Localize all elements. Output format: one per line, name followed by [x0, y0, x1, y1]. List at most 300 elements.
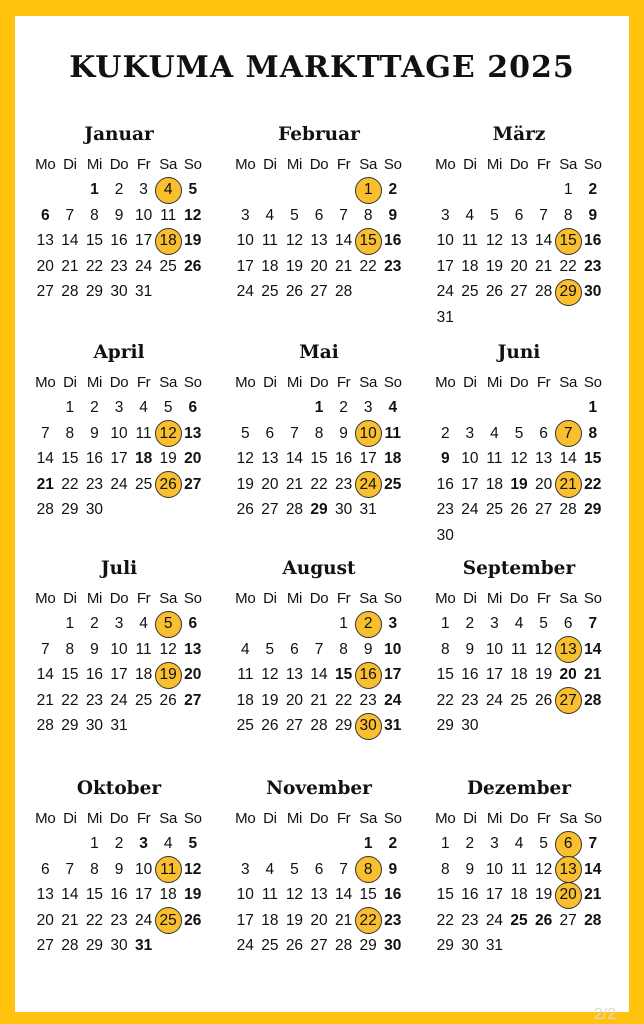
day-cell: 21 — [61, 257, 79, 275]
day-cell: 30 — [384, 937, 402, 955]
market-day: 15 — [556, 232, 581, 250]
day-cell: 8 — [90, 860, 99, 878]
day-cell: 20 — [285, 691, 304, 709]
weekday-header — [233, 586, 405, 612]
page-title: KUKUMA MARKTTAGE 2025 — [69, 50, 575, 85]
day-cell: 22 — [310, 475, 328, 493]
day-cell: 21 — [310, 691, 328, 709]
weekday-label: Di — [63, 156, 77, 174]
day-cell: 14 — [310, 666, 328, 684]
day-cell: 30 — [461, 937, 479, 955]
weekday-label: Sa — [559, 156, 578, 174]
day-cell: 28 — [310, 717, 328, 735]
weekday-label: Mi — [86, 374, 103, 392]
weekday-label: Do — [509, 156, 529, 174]
day-cell: 11 — [135, 424, 152, 442]
day-cell: 30 — [584, 283, 602, 301]
weekday-label: So — [583, 374, 602, 392]
month-name: September — [462, 558, 576, 579]
day-cell: 19 — [534, 886, 553, 904]
week-row — [433, 908, 605, 934]
day-cell: 13 — [310, 232, 328, 250]
day-cell: 21 — [584, 666, 602, 684]
day-cell: 25 — [510, 911, 528, 929]
day-cell: 5 — [490, 206, 499, 224]
day-cell: 22 — [61, 475, 79, 493]
month-name: Oktober — [76, 778, 162, 799]
weekday-label: Mo — [35, 374, 56, 392]
week-row — [433, 254, 605, 280]
weekday-label: Di — [263, 374, 277, 392]
day-cell: 23 — [85, 475, 104, 493]
weekday-label: Sa — [359, 156, 378, 174]
day-cell: 18 — [261, 257, 279, 275]
week-row — [233, 178, 405, 204]
day-cell: 24 — [485, 691, 504, 709]
day-cell: 19 — [236, 475, 254, 493]
day-cell: 7 — [539, 206, 548, 224]
day-cell: 16 — [85, 450, 104, 468]
day-cell: 26 — [159, 691, 177, 709]
day-cell: 17 — [110, 450, 128, 468]
day-cell: 3 — [114, 615, 124, 633]
day-cell: 11 — [486, 450, 503, 468]
month-mai — [233, 340, 405, 523]
month-april — [33, 340, 205, 523]
day-cell: 30 — [461, 717, 479, 735]
day-cell: 16 — [110, 232, 128, 250]
day-cell: 22 — [334, 691, 353, 709]
weekday-label: Di — [63, 374, 77, 392]
week-row — [33, 447, 205, 473]
weekday-label: Mo — [235, 590, 256, 608]
day-cell: 2 — [440, 424, 450, 442]
day-cell: 8 — [314, 424, 324, 442]
day-cell: 27 — [261, 501, 279, 519]
market-day: 8 — [356, 861, 381, 879]
weekday-label: Fr — [136, 590, 151, 608]
day-cell: 27 — [559, 911, 577, 929]
day-cell: 15 — [334, 666, 353, 684]
weekday-label: Mo — [435, 810, 456, 828]
day-cell: 3 — [240, 860, 250, 878]
day-cell: 11 — [461, 232, 478, 250]
day-cell: 9 — [588, 206, 598, 224]
market-day: 25 — [156, 912, 181, 930]
day-cell: 9 — [465, 860, 475, 878]
day-cell: 27 — [310, 937, 328, 955]
day-cell: 2 — [90, 399, 99, 417]
day-cell: 11 — [510, 640, 528, 658]
week-row — [433, 280, 605, 306]
day-cell: 24 — [485, 911, 504, 929]
weekday-label: Do — [509, 810, 529, 828]
day-cell: 7 — [588, 615, 598, 633]
weekday-label: Mi — [286, 156, 303, 174]
weekday-label: Di — [463, 374, 477, 392]
day-cell: 31 — [134, 283, 153, 301]
weekday-label: Do — [309, 156, 329, 174]
day-cell: 18 — [236, 691, 254, 709]
month-november — [233, 776, 405, 959]
day-cell: 28 — [584, 911, 602, 929]
day-cell: 23 — [85, 691, 104, 709]
day-cell: 25 — [236, 717, 254, 735]
week-row — [33, 178, 205, 204]
month-august — [233, 556, 405, 739]
day-cell: 17 — [134, 232, 153, 250]
day-cell: 23 — [436, 501, 454, 519]
day-cell: 1 — [440, 835, 450, 853]
day-cell: 17 — [110, 666, 128, 684]
day-cell: 5 — [240, 424, 250, 442]
market-day: 10 — [356, 425, 381, 443]
weekday-label: Do — [109, 156, 129, 174]
week-row — [33, 254, 205, 280]
day-cell: 3 — [363, 399, 373, 417]
weekday-label: Mo — [235, 156, 256, 174]
weekday-label: So — [183, 374, 202, 392]
day-cell: 13 — [36, 232, 54, 250]
day-cell: 16 — [461, 886, 479, 904]
weekday-label: Fr — [336, 590, 351, 608]
week-row — [433, 832, 605, 858]
day-cell: 5 — [163, 399, 173, 417]
weekday-header — [433, 370, 605, 396]
day-cell: 11 — [160, 206, 177, 224]
page-indicator: 2/2 — [593, 1006, 616, 1023]
day-cell: 12 — [534, 860, 553, 878]
day-cell: 22 — [61, 691, 79, 709]
day-cell: 14 — [36, 450, 54, 468]
day-cell: 20 — [534, 475, 553, 493]
day-cell: 11 — [384, 424, 401, 442]
weekday-header — [233, 370, 405, 396]
day-cell: 28 — [36, 501, 54, 519]
day-cell: 27 — [184, 691, 202, 709]
week-row — [233, 203, 405, 229]
day-cell: 23 — [461, 911, 479, 929]
day-cell: 6 — [40, 206, 50, 224]
day-cell: 12 — [285, 886, 304, 904]
day-cell: 26 — [534, 691, 553, 709]
day-cell: 29 — [334, 717, 353, 735]
weekday-label: So — [183, 590, 202, 608]
day-cell: 27 — [36, 937, 54, 955]
day-cell: 4 — [490, 424, 499, 442]
month-name: Mai — [299, 342, 339, 363]
day-cell: 8 — [363, 206, 373, 224]
day-cell: 1 — [314, 399, 324, 417]
day-cell: 2 — [388, 181, 398, 199]
day-cell: 12 — [285, 232, 304, 250]
weekday-header — [33, 370, 205, 396]
day-cell: 30 — [334, 501, 353, 519]
day-cell: 3 — [139, 835, 148, 853]
day-cell: 21 — [584, 886, 602, 904]
week-row — [33, 857, 205, 883]
day-cell: 3 — [440, 206, 450, 224]
weekday-label: Do — [309, 374, 329, 392]
weekday-label: Do — [309, 810, 329, 828]
day-cell: 12 — [485, 232, 504, 250]
day-cell: 4 — [163, 835, 173, 853]
week-row — [433, 612, 605, 638]
day-cell: 23 — [461, 691, 479, 709]
day-cell: 25 — [261, 283, 279, 301]
market-day: 11 — [156, 861, 181, 879]
weekday-label: Mi — [86, 810, 103, 828]
weekday-label: Mi — [286, 374, 303, 392]
weekday-label: Mo — [35, 810, 56, 828]
weekday-label: Sa — [359, 590, 378, 608]
day-cell: 13 — [261, 450, 279, 468]
week-row — [433, 447, 605, 473]
day-cell: 6 — [314, 206, 324, 224]
day-cell: 1 — [588, 399, 598, 417]
day-cell: 4 — [240, 640, 250, 658]
day-cell: 21 — [534, 257, 553, 275]
day-cell: 28 — [285, 501, 304, 519]
day-cell: 28 — [61, 283, 79, 301]
day-cell: 22 — [85, 257, 104, 275]
day-cell: 2 — [114, 835, 124, 853]
week-row — [233, 472, 405, 498]
day-cell: 31 — [134, 937, 153, 955]
day-cell: 28 — [559, 501, 577, 519]
day-cell: 8 — [563, 206, 573, 224]
day-cell: 14 — [584, 640, 602, 658]
day-cell: 23 — [359, 691, 377, 709]
day-cell: 17 — [485, 886, 504, 904]
day-cell: 16 — [110, 886, 128, 904]
week-row — [433, 498, 605, 524]
day-cell: 9 — [339, 424, 348, 442]
day-cell: 25 — [261, 937, 279, 955]
day-cell: 7 — [40, 424, 50, 442]
weekday-label: Mi — [86, 156, 103, 174]
week-row — [433, 305, 605, 331]
day-cell: 5 — [539, 615, 548, 633]
day-cell: 15 — [310, 450, 328, 468]
day-cell: 11 — [237, 666, 254, 684]
day-cell: 8 — [440, 640, 450, 658]
weekday-label: Mi — [486, 590, 503, 608]
day-cell: 14 — [584, 860, 602, 878]
weekday-label: Mi — [486, 374, 503, 392]
day-cell: 29 — [61, 717, 79, 735]
day-cell: 6 — [314, 860, 324, 878]
market-day: 16 — [356, 666, 381, 684]
day-cell: 24 — [236, 937, 254, 955]
weekday-label: Sa — [159, 374, 178, 392]
day-cell: 6 — [563, 615, 573, 633]
day-cell: 17 — [236, 911, 254, 929]
weekday-header — [233, 152, 405, 178]
week-row — [233, 254, 405, 280]
day-cell: 31 — [384, 717, 402, 735]
market-day: 19 — [156, 666, 181, 684]
day-cell: 9 — [90, 640, 99, 658]
day-cell: 29 — [310, 501, 328, 519]
week-row — [33, 612, 205, 638]
day-cell: 20 — [184, 666, 202, 684]
day-cell: 24 — [110, 691, 128, 709]
day-cell: 15 — [61, 450, 79, 468]
day-cell: 27 — [534, 501, 553, 519]
weekday-label: Sa — [159, 810, 178, 828]
day-cell: 17 — [436, 257, 454, 275]
week-row — [433, 714, 605, 740]
day-cell: 20 — [184, 450, 202, 468]
weekday-label: Mo — [435, 156, 456, 174]
day-cell: 31 — [110, 717, 128, 735]
week-row — [233, 832, 405, 858]
weekday-label: Do — [309, 590, 329, 608]
day-cell: 9 — [388, 860, 398, 878]
day-cell: 7 — [290, 424, 299, 442]
day-cell: 1 — [339, 615, 348, 633]
day-cell: 17 — [384, 666, 402, 684]
month-name: April — [93, 342, 145, 363]
weekday-label: Mi — [486, 156, 503, 174]
day-cell: 29 — [85, 283, 104, 301]
weekday-label: Sa — [559, 590, 578, 608]
weekday-label: Do — [109, 590, 129, 608]
week-row — [433, 203, 605, 229]
weekday-label: Sa — [159, 156, 178, 174]
day-cell: 12 — [184, 206, 202, 224]
weekday-label: Mo — [235, 374, 256, 392]
day-cell: 2 — [339, 399, 348, 417]
weekday-label: Mo — [35, 590, 56, 608]
week-row — [33, 498, 205, 524]
day-cell: 14 — [36, 666, 54, 684]
week-row — [33, 663, 205, 689]
day-cell: 25 — [134, 691, 153, 709]
day-cell: 17 — [134, 886, 153, 904]
day-cell: 25 — [485, 501, 504, 519]
day-cell: 27 — [285, 717, 304, 735]
day-cell: 11 — [261, 886, 278, 904]
day-cell: 22 — [436, 911, 454, 929]
week-row — [33, 832, 205, 858]
month-name: Dezember — [466, 778, 572, 799]
day-cell: 13 — [285, 666, 304, 684]
month-juni — [433, 340, 605, 549]
market-day: 26 — [156, 476, 181, 494]
market-day: 24 — [356, 476, 381, 494]
weekday-label: So — [183, 156, 202, 174]
weekday-header — [33, 586, 205, 612]
day-cell: 6 — [265, 424, 275, 442]
day-cell: 26 — [184, 257, 202, 275]
week-row — [233, 280, 405, 306]
day-cell: 11 — [261, 232, 278, 250]
day-cell: 30 — [85, 501, 104, 519]
month-februar — [233, 122, 405, 305]
weekday-label: Fr — [536, 590, 551, 608]
day-cell: 5 — [539, 835, 548, 853]
day-cell: 4 — [139, 399, 148, 417]
day-cell: 16 — [436, 475, 454, 493]
day-cell: 14 — [334, 232, 353, 250]
day-cell: 6 — [40, 860, 50, 878]
day-cell: 17 — [461, 475, 479, 493]
day-cell: 4 — [514, 835, 524, 853]
month-name: Juli — [100, 558, 138, 579]
day-cell: 25 — [159, 257, 177, 275]
day-cell: 21 — [36, 475, 54, 493]
day-cell: 26 — [285, 937, 304, 955]
day-cell: 23 — [384, 257, 402, 275]
day-cell: 16 — [461, 666, 479, 684]
day-cell: 9 — [465, 640, 475, 658]
day-cell: 15 — [85, 886, 104, 904]
day-cell: 1 — [440, 615, 450, 633]
weekday-label: Di — [463, 590, 477, 608]
day-cell: 12 — [261, 666, 279, 684]
week-row — [233, 663, 405, 689]
day-cell: 29 — [359, 937, 377, 955]
day-cell: 27 — [184, 475, 202, 493]
day-cell: 1 — [65, 615, 75, 633]
day-cell: 5 — [188, 835, 198, 853]
day-cell: 17 — [359, 450, 377, 468]
day-cell: 29 — [436, 717, 454, 735]
weekday-label: Di — [263, 156, 277, 174]
day-cell: 10 — [134, 860, 153, 878]
day-cell: 6 — [188, 615, 198, 633]
weekday-label: Do — [109, 374, 129, 392]
day-cell: 4 — [465, 206, 475, 224]
day-cell: 14 — [285, 450, 304, 468]
week-row — [233, 498, 405, 524]
day-cell: 24 — [134, 257, 153, 275]
day-cell: 5 — [290, 206, 299, 224]
day-cell: 13 — [184, 424, 202, 442]
week-row — [33, 637, 205, 663]
day-cell: 7 — [339, 206, 348, 224]
day-cell: 22 — [359, 257, 377, 275]
day-cell: 9 — [388, 206, 398, 224]
day-cell: 22 — [85, 911, 104, 929]
day-cell: 19 — [534, 666, 553, 684]
day-cell: 24 — [236, 283, 254, 301]
market-day: 13 — [556, 641, 581, 659]
weekday-label: Di — [463, 810, 477, 828]
day-cell: 18 — [261, 911, 279, 929]
day-cell: 4 — [514, 615, 524, 633]
weekday-header — [433, 806, 605, 832]
day-cell: 31 — [485, 937, 504, 955]
week-row — [33, 934, 205, 960]
day-cell: 26 — [485, 283, 504, 301]
day-cell: 3 — [490, 615, 499, 633]
day-cell: 15 — [436, 886, 454, 904]
day-cell: 10 — [436, 232, 454, 250]
day-cell: 24 — [436, 283, 454, 301]
weekday-label: Sa — [159, 590, 178, 608]
weekday-label: Mi — [286, 590, 303, 608]
day-cell: 6 — [290, 640, 299, 658]
weekday-label: Mo — [435, 374, 456, 392]
day-cell: 23 — [334, 475, 353, 493]
week-row — [433, 229, 605, 255]
weekday-label: Fr — [136, 156, 151, 174]
day-cell: 8 — [90, 206, 99, 224]
day-cell: 13 — [184, 640, 202, 658]
